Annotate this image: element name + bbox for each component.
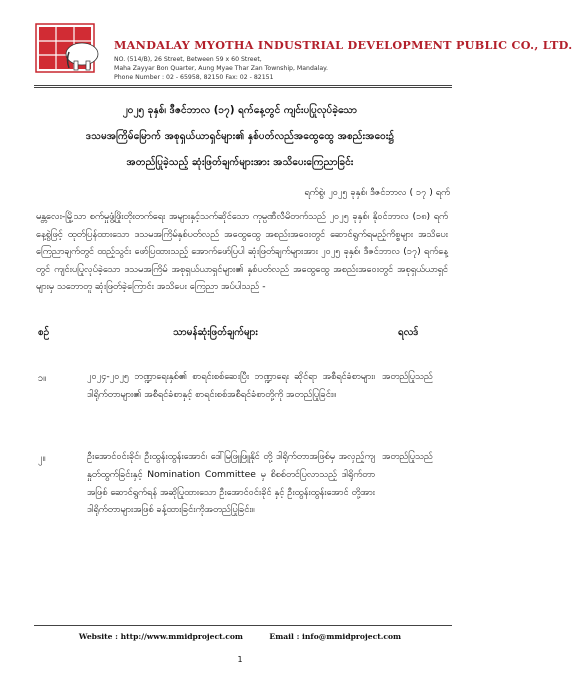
website-label: Website : [78,632,118,641]
header-divider [34,87,452,88]
resolution-text: ဦးအောင်ဝင်းခိုင်၊ ဦးထွန်းထွန်းအောင်၊ ဒေါ်မြဖြူဖြူနိုင် တို့ ဒါရိုက်တာအဖြစ်မှ အလှည့်ကျ နှုတ်ထွက်ခြင်းနှင့် Nomination Committee မှ စိစစ်တင်ပြလာသည့် ဒါရိုက်တာအဖြစ် ဆောင်ရွက်ရန် အဆိုပြုထားသော ဦးအောင်ဝင်းခိုင် နှင့် ဦးထွန်းထွန်းအောင် တို့အား ဒါရိုက်တာများအဖြစ် ခန့်ထားခြင်းကိုအတည်ပြုခြင်း။ [87,451,375,516]
address-line: Maha Zayyar Bon Quarter, Aung Myae Thar Zan Township, Mandalay. [114,65,328,72]
announcement-title-line2: ဒသမအကြိမ်မြောက် အစုရှယ်ယာရှင်များ၏ နှစ်ပတ်လည်အထွေထွေ အစည်းအဝေး၌ [85,131,395,142]
header-divider [34,85,452,86]
email-link[interactable]: info@mmidproject.com [302,632,402,641]
col-header-resolutions: သာမန်ဆုံးဖြတ်ချက်များ [173,327,258,338]
page-number: 1 [237,655,243,664]
resolution-status: အတည်ပြုသည် [382,451,433,462]
col-header-number: စဉ် [38,327,50,338]
announcement-title-line3: အတည်ပြုခဲ့သည့် ဆုံးဖြတ်ချက်များအား အသိပေးကြေညာခြင်း [126,157,354,168]
email-label: Email : [269,632,300,641]
footer-contact [0,632,480,641]
footer-divider [34,625,452,626]
col-header-result: ရလဒ် [398,327,419,338]
company-logo [36,24,106,74]
address-line: NO. (514/B), 26 Street, Between 59 x 60 Street, [114,56,262,63]
intro-paragraph: မန္တလေး-မြို့သာ စက်မှုဖွံ့ဖြိုးတိုးတက်ရေး အများနှင့်သက်ဆိုင်သော ကုမ္ပဏီလီမိတက်သည် ၂၀၂၅ ခုနှစ်၊ နိုဝင်ဘာလ (၁၈) ရက်နေ့စွဲဖြင့် ထုတ်ပြန်ထားသော ဒသမအကြိမ်နှစ်ပတ်လည် အထွေထွေ အစည်းအဝေးတွင် ဆောင်ရွက်ရမည့်ကိစ္စများ အသိပေးကြေညာချက်တွင် ထည့်သွင်း ဖော်ပြထားသည့် အောက်ဖော်ပြပါ ဆုံးဖြတ်ချက်များအား ၂၀၂၅ ခုနှစ်၊ ဒီဇင်ဘာလ (၁၇) ရက်နေ့တွင် ကျင်းပပြုလုပ်ခဲ့သော ဒသမအကြိမ် အစုရှယ်ယာရှင်များ၏ နှစ်ပတ်လည် အထွေထွေ အစည်းအဝေးတွင် အစုရှယ်ယာရှင်များမှ သဘောတူ ဆုံးဖြတ်ခဲ့ကြောင်း အသိပေး ကြေညာ အပ်ပါသည် - [36,211,448,293]
row-number: ၁။ [38,373,47,384]
contact-line: Phone Number : 02 - 65958, 82150 Fax: 02 - 82151 [114,74,274,81]
document-date: ရက်စွဲ၊ ၂၀၂၅ ခုနှစ်၊ ဒီဇင်ဘာလ ( ၁၇ ) ရက် [304,187,450,198]
company-name: MANDALAY MYOTHA INDUSTRIAL DEVELOPMENT PUBLIC CO., LTD. [114,38,572,52]
resolution-status: အတည်ပြုသည် [382,371,433,382]
website-link[interactable]: http://www.mmidproject.com [120,632,243,641]
announcement-title-line1: ၂၀၂၅ ခုနှစ်၊ ဒီဇင်ဘာလ (၁၇) ရက်နေ့တွင် ကျင်းပပြုလုပ်ခဲ့သော [122,105,358,116]
row-number: ၂။ [38,453,46,464]
resolution-text: ၂၀၂၄-၂၀၂၅ ဘဏ္ဍာရေးနှစ်၏ စာရင်းစစ်ဆေးပြီး ဘဏ္ဍာရေး ဆိုင်ရာ အစီရင်ခံစာများ၊ ဒါရိုက်တာများ၏ အစီရင်ခံစာနှင့် စာရင်းစစ်အစီရင်ခံစာတို့ကို အတည်ပြုခြင်း။ [87,371,375,400]
